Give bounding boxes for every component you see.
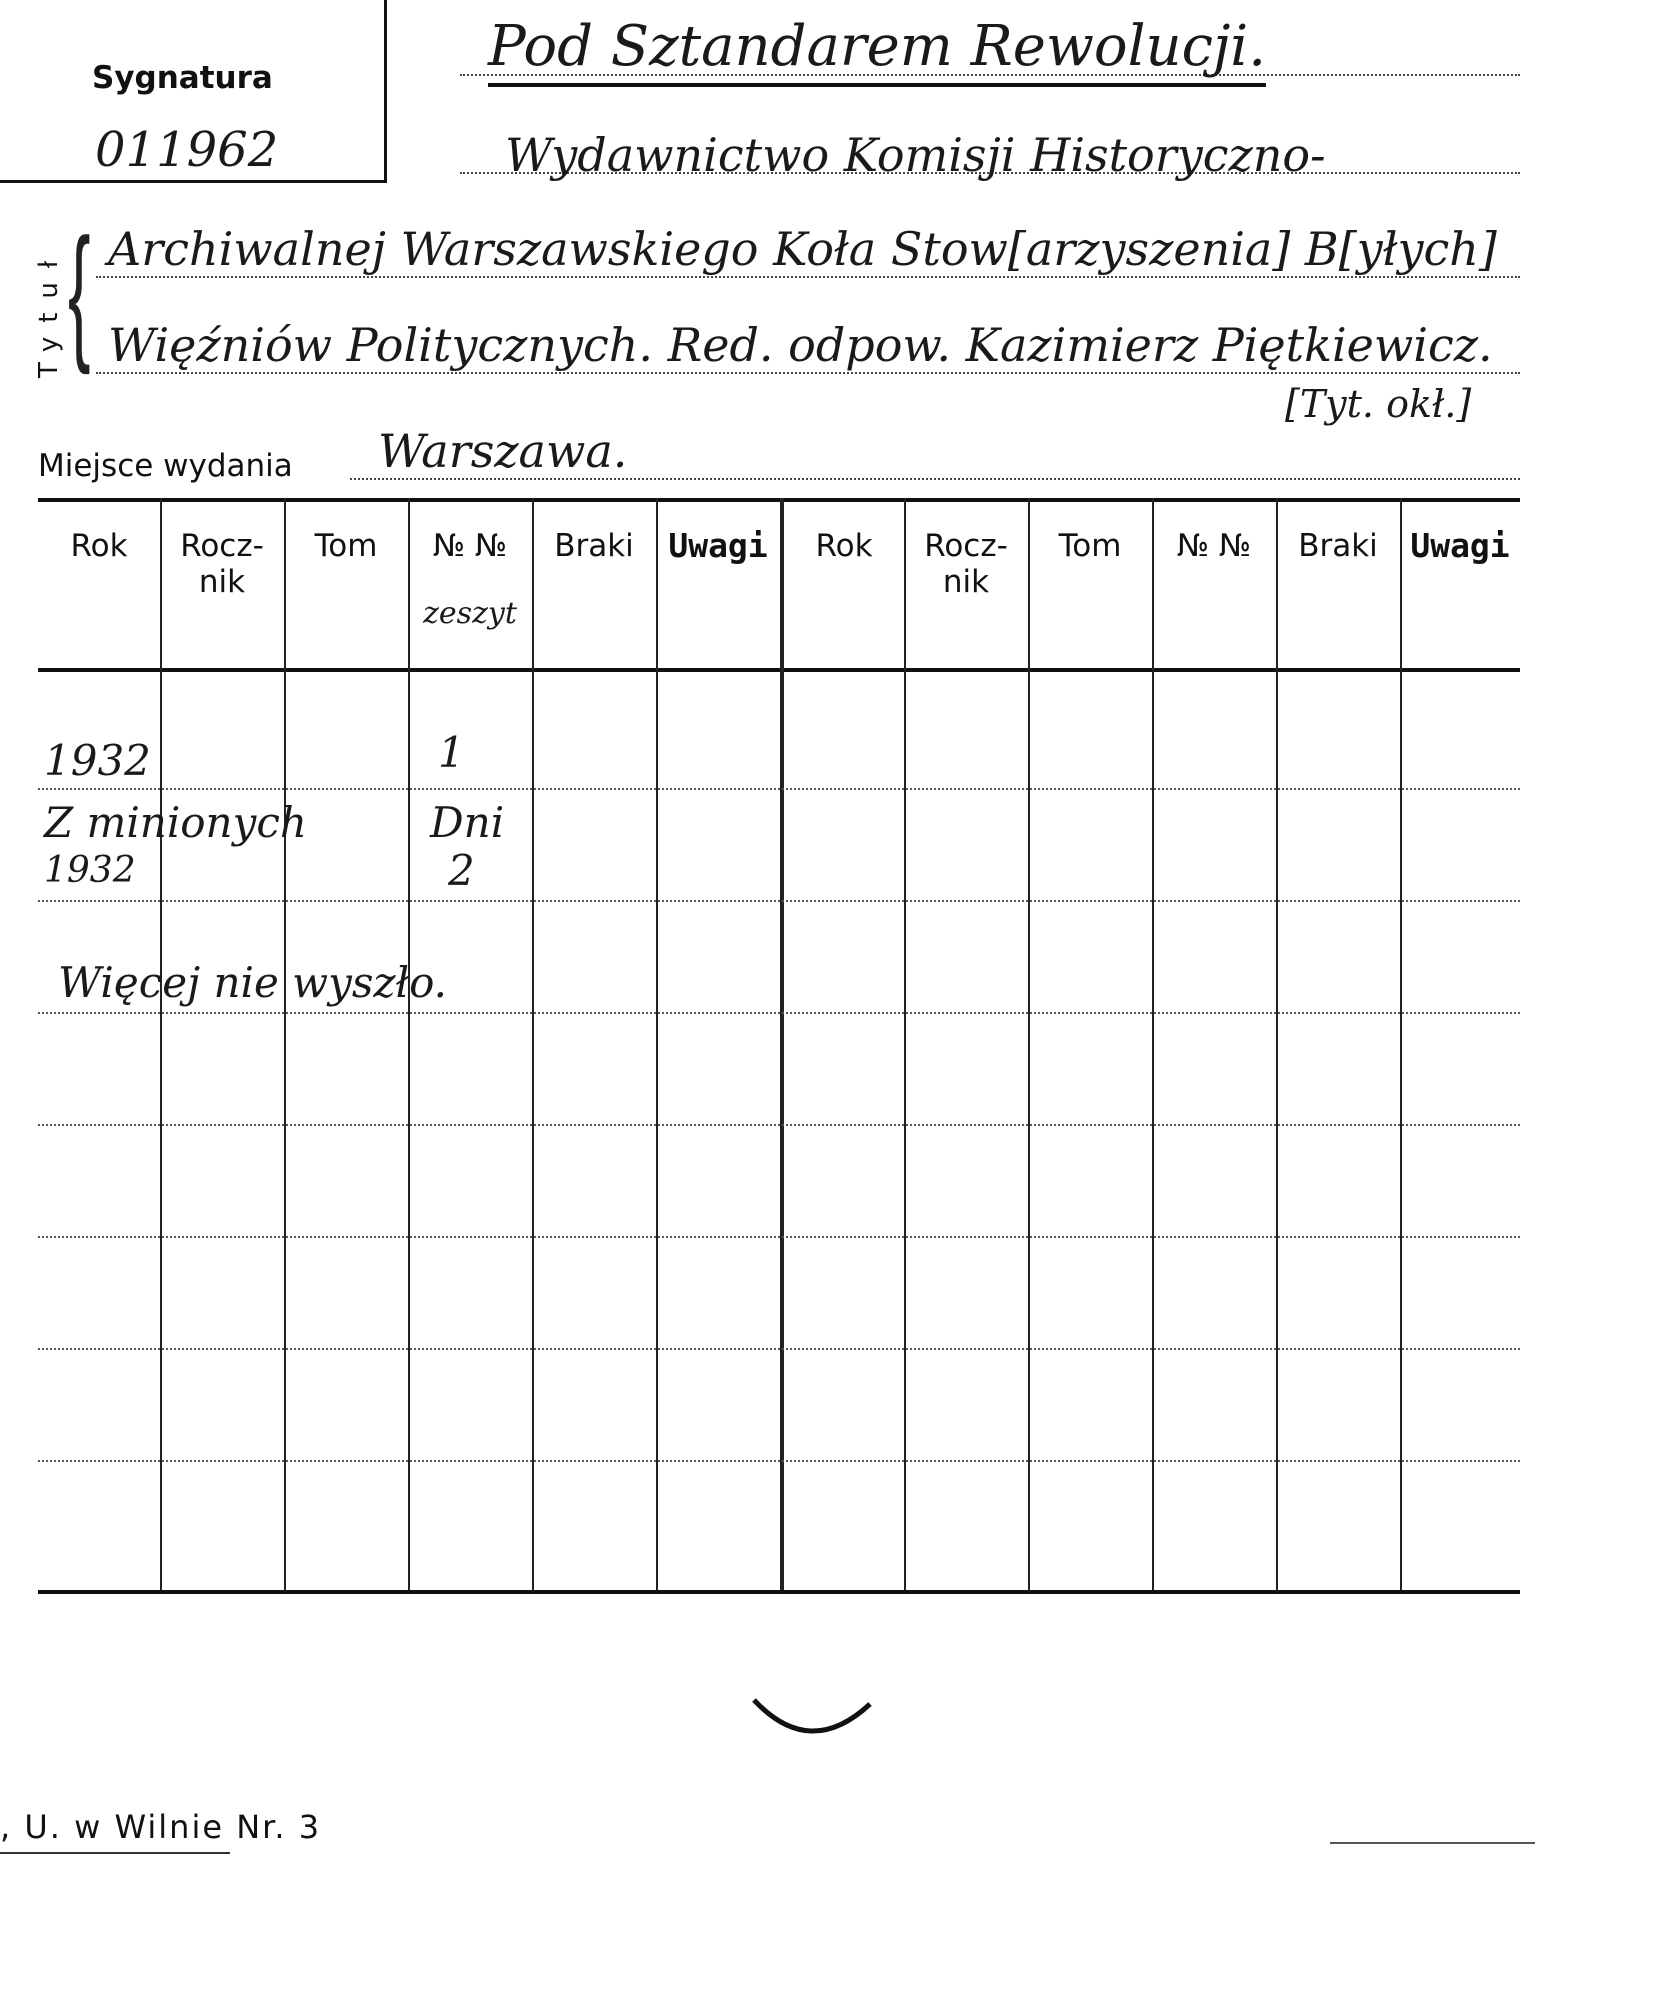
row-line [38, 788, 1520, 790]
entry-number-3: 2 [448, 846, 475, 895]
col-divider [284, 498, 286, 1590]
header-numbers: № № [432, 528, 508, 564]
header-braki: Braki [554, 528, 634, 564]
row-line [38, 1124, 1520, 1126]
header-numbers-2: № № [1176, 528, 1252, 564]
row-line [38, 1348, 1520, 1350]
center-divider [780, 498, 784, 1590]
col-divider [160, 498, 162, 1590]
table-header-rule [38, 668, 1520, 672]
col-divider [408, 498, 410, 1590]
header-uwagi: Uwagi [668, 526, 768, 565]
header-tom: Tom [314, 528, 378, 564]
header-rocznik: Rocz- nik [180, 528, 264, 600]
col-divider [904, 498, 906, 1590]
col-divider [1276, 498, 1278, 1590]
holdings-table [38, 498, 1520, 1594]
header-braki-2: Braki [1298, 528, 1378, 564]
title-line-3: Archiwalnej Warszawskiego Koła Stow[arzyszenia] B[yłych] [108, 222, 1497, 276]
footer-rule [0, 1852, 230, 1854]
header-numbers-note: zeszyt [423, 596, 517, 631]
signature-value: 011962 [95, 122, 279, 178]
brace-icon: { [68, 207, 91, 375]
table-top-rule [38, 498, 1520, 502]
title-line-2: Wydawnictwo Komisji Historyczno- [505, 128, 1326, 182]
curve-mark [750, 1690, 880, 1750]
footer-rule-right [1330, 1842, 1535, 1844]
header-tom-2: Tom [1058, 528, 1122, 564]
col-divider [532, 498, 534, 1590]
title-label: Tytuł [34, 246, 64, 378]
row-line [38, 1012, 1520, 1014]
row-line [38, 1460, 1520, 1462]
col-divider [1400, 498, 1402, 1590]
col-divider [1028, 498, 1030, 1590]
signature-label: Sygnatura [92, 60, 273, 96]
entry-year-1: 1932 [44, 736, 151, 785]
place-label: Miejsce wydania [38, 448, 293, 484]
entry-text-4: Więcej nie wyszło. [58, 958, 448, 1007]
header-rok-2: Rok [815, 528, 873, 564]
title-line-4: Więźniów Politycznych. Red. odpow. Kazimierz Piętkiewicz. [108, 318, 1493, 372]
footer-imprint: , U. w Wilnie Nr. 3 [0, 1808, 322, 1846]
table-bottom-rule [38, 1590, 1520, 1594]
header-rok: Rok [70, 528, 128, 564]
header-rocznik-2: Rocz- nik [924, 528, 1008, 600]
entry-number-2: Dni [430, 798, 505, 847]
col-divider [656, 498, 658, 1590]
title-line-5: [Tyt. okł.] [1285, 382, 1472, 426]
col-divider [1152, 498, 1154, 1590]
entry-number-1: 1 [438, 728, 465, 777]
row-line [38, 900, 1520, 902]
title-dotline-3 [96, 276, 1520, 278]
title-dotline-4 [96, 372, 1520, 374]
entry-text-2: Z minionych [44, 798, 307, 847]
place-dotline [350, 478, 1520, 480]
place-value: Warszawa. [378, 424, 628, 478]
title-line-1: Pod Sztandarem Rewolucji. [488, 14, 1266, 87]
row-line [38, 1236, 1520, 1238]
entry-year-3: 1932 [44, 850, 136, 891]
header-uwagi-2: Uwagi [1410, 526, 1510, 565]
